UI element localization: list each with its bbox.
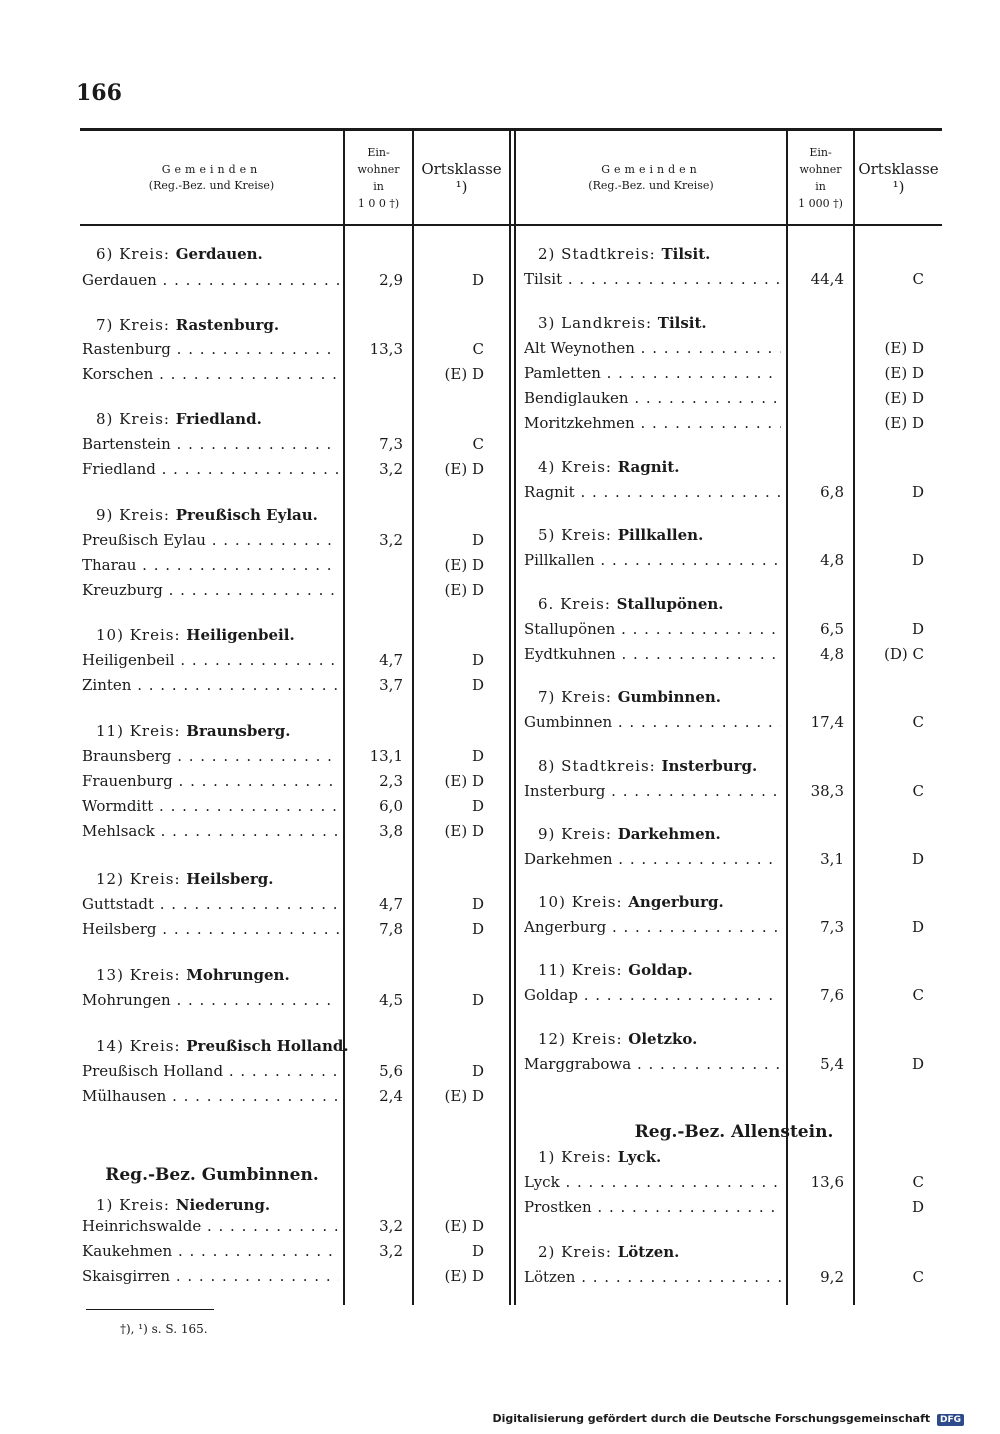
kreis-name: Preußisch Holland. xyxy=(186,1037,349,1055)
kreis-prefix: 13) Kreis: xyxy=(96,966,187,984)
kreis-name: Ragnit. xyxy=(617,458,680,476)
population-value: 7,3 xyxy=(379,435,403,453)
ortsklasse-value: (E) D xyxy=(444,1217,484,1235)
population-value: 6,5 xyxy=(820,620,844,638)
municipality-name: Rastenburg . . . xyxy=(82,337,339,361)
header-einwohner-line: in xyxy=(373,179,384,193)
kreis-prefix: 12) Kreis: xyxy=(96,870,187,888)
ortsklasse-value: C xyxy=(472,340,484,358)
population-value: 13,1 xyxy=(369,747,403,765)
header-einwohner-line: 1 0 0 †) xyxy=(357,196,400,210)
table-row xyxy=(0,819,1000,843)
footnote: †), ¹) s. S. 165. xyxy=(120,1322,208,1336)
municipality-name: Preußisch Eylau . . . xyxy=(82,528,339,552)
kreis-prefix: 5) Kreis: xyxy=(538,526,618,544)
table-row xyxy=(0,457,1000,481)
kreis-name: Braunsberg. xyxy=(186,722,291,740)
kreis-heading xyxy=(538,455,680,479)
municipality-name: Wormditt . . . xyxy=(82,794,339,818)
ortsklasse-value: D xyxy=(471,651,484,669)
municipality-name: Guttstadt . . . xyxy=(82,892,339,916)
kreis-name: Niederung. xyxy=(175,1196,271,1214)
kreis-prefix: 1) Kreis: xyxy=(96,1196,176,1214)
population-value: 3,2 xyxy=(379,460,403,478)
population-value: 2,3 xyxy=(379,772,403,790)
ortsklasse-value: D xyxy=(911,620,924,638)
kreis-prefix: 6. Kreis: xyxy=(538,595,617,613)
kreis-prefix: 9) Kreis: xyxy=(538,825,618,843)
municipality-name: Kreuzburg . . . xyxy=(82,578,339,602)
municipality-name: Pamletten . . . xyxy=(524,361,781,385)
table-row xyxy=(0,915,1000,939)
ortsklasse-value: D xyxy=(911,1055,924,1073)
table-row xyxy=(0,983,1000,1007)
municipality-name: Friedland . . . xyxy=(82,457,339,481)
header-einwohner-line: Ein- xyxy=(809,145,832,159)
ortsklasse-value: D xyxy=(471,271,484,289)
population-value: 4,8 xyxy=(820,645,844,663)
municipality-name: Moritzkehmen . . . xyxy=(524,411,781,435)
kreis-name: Goldap. xyxy=(628,961,693,979)
kreis-prefix: 8) Stadtkreis: xyxy=(538,757,662,775)
municipality-name: Tilsit . . . xyxy=(524,267,781,291)
header-einwohner-line: wohner xyxy=(357,162,400,176)
municipality-name: Mohrungen . . . xyxy=(82,988,339,1012)
municipality-name: Tharau . . . xyxy=(82,553,339,577)
table-row xyxy=(0,548,1000,572)
credit-text: Digitalisierung gefördert durch die Deutsche Forschungsgemeinschaft xyxy=(492,1412,931,1425)
kreis-prefix: 9) Kreis: xyxy=(96,506,176,524)
municipality-name: Darkehmen . . . xyxy=(524,847,781,871)
header-einwohner-left xyxy=(345,131,412,224)
kreis-heading xyxy=(538,822,721,846)
kreis-heading xyxy=(538,523,703,547)
header-ortsklasse-label: Ortsklasse ¹) xyxy=(858,159,939,196)
header-einwohner-right xyxy=(788,131,853,224)
header-ortsklasse-right xyxy=(855,131,942,224)
ortsklasse-value: D xyxy=(911,551,924,569)
table-row xyxy=(0,642,1000,666)
ortsklasse-value: C xyxy=(912,986,924,1004)
kreis-name: Insterburg. xyxy=(661,757,758,775)
kreis-name: Oletzko. xyxy=(628,1030,698,1048)
table-row xyxy=(0,779,1000,803)
kreis-prefix: 11) Kreis: xyxy=(96,722,187,740)
kreis-prefix: 2) Kreis: xyxy=(538,1243,618,1261)
population-value: 2,4 xyxy=(379,1087,403,1105)
regierungsbezirk-heading: Reg.-Bez. Allenstein. xyxy=(634,1122,834,1142)
municipality-name: Frauenburg . . . xyxy=(82,769,339,793)
municipality-name: Mehlsack . . . xyxy=(82,819,339,843)
municipality-name: Alt Weynothen . . . xyxy=(524,336,781,360)
municipality-name: Kaukehmen . . . xyxy=(82,1239,339,1263)
municipality-name: Lötzen . . . xyxy=(524,1265,781,1289)
kreis-heading xyxy=(538,958,693,982)
ortsklasse-value: (E) D xyxy=(884,414,924,432)
population-value: 3,2 xyxy=(379,1217,403,1235)
kreis-name: Tilsit. xyxy=(657,314,707,332)
ortsklasse-value: (E) D xyxy=(444,581,484,599)
header-gemeinden-title: Gemeinden xyxy=(601,162,701,176)
kreis-name: Mohrungen. xyxy=(186,966,290,984)
ortsklasse-value: C xyxy=(912,270,924,288)
municipality-name: Marggrabowa . . . xyxy=(524,1052,781,1076)
kreis-name: Rastenburg. xyxy=(175,316,280,334)
ortsklasse-value: (E) D xyxy=(884,339,924,357)
kreis-prefix: 2) Stadtkreis: xyxy=(538,245,662,263)
kreis-name: Gerdauen. xyxy=(175,245,263,263)
ortsklasse-value: D xyxy=(911,1198,924,1216)
header-einwohner-line: wohner xyxy=(799,162,842,176)
ortsklasse-value: D xyxy=(911,918,924,936)
ortsklasse-value: D xyxy=(471,991,484,1009)
ortsklasse-value: C xyxy=(472,435,484,453)
population-value: 6,0 xyxy=(379,797,403,815)
table-row xyxy=(0,892,1000,916)
kreis-prefix: 11) Kreis: xyxy=(538,961,629,979)
table-row xyxy=(0,386,1000,410)
kreis-heading xyxy=(96,313,279,337)
ortsklasse-value: D xyxy=(911,850,924,868)
municipality-name: Zinten . . . xyxy=(82,673,339,697)
population-value: 2,9 xyxy=(379,271,403,289)
table-row xyxy=(0,267,1000,291)
table-row xyxy=(0,847,1000,871)
municipality-name: Heinrichswalde . . . xyxy=(82,1214,339,1238)
footnote-rule xyxy=(86,1309,214,1310)
header-gemeinden-left xyxy=(80,131,343,224)
kreis-name: Lötzen. xyxy=(617,1243,680,1261)
population-value: 3,8 xyxy=(379,822,403,840)
municipality-name: Goldap . . . xyxy=(524,983,781,1007)
municipality-name: Bendiglauken . . . xyxy=(524,386,781,410)
header-gemeinden-title: Gemeinden xyxy=(161,162,262,176)
table-row xyxy=(0,1052,1000,1076)
table-header-rule xyxy=(80,224,942,226)
population-value: 4,7 xyxy=(379,895,403,913)
ortsklasse-value: D xyxy=(471,1242,484,1260)
population-value: 38,3 xyxy=(810,782,844,800)
ortsklasse-value: (D) C xyxy=(884,645,924,663)
ortsklasse-value: D xyxy=(471,531,484,549)
table-row xyxy=(0,1265,1000,1289)
municipality-name: Lyck . . . xyxy=(524,1170,781,1194)
kreis-prefix: 14) Kreis: xyxy=(96,1037,187,1055)
ortsklasse-value: C xyxy=(912,782,924,800)
kreis-name: Lyck. xyxy=(617,1148,662,1166)
kreis-heading xyxy=(538,1240,679,1264)
kreis-name: Heilsberg. xyxy=(186,870,274,888)
table-row xyxy=(0,432,1000,456)
kreis-prefix: 6) Kreis: xyxy=(96,245,176,263)
ortsklasse-value: D xyxy=(471,895,484,913)
kreis-prefix: 7) Kreis: xyxy=(96,316,176,334)
table-row xyxy=(0,710,1000,734)
municipality-name: Ragnit . . . xyxy=(524,480,781,504)
kreis-name: Darkehmen. xyxy=(617,825,721,843)
population-value: 44,4 xyxy=(810,270,844,288)
ortsklasse-value: C xyxy=(912,1173,924,1191)
municipality-name: Mülhausen . . . xyxy=(82,1084,339,1108)
municipality-name: Gumbinnen . . . xyxy=(524,710,781,734)
kreis-prefix: 10) Kreis: xyxy=(538,893,629,911)
table-row xyxy=(0,1239,1000,1263)
ortsklasse-value: D xyxy=(471,747,484,765)
table-row xyxy=(0,617,1000,641)
municipality-name: Korschen . . . xyxy=(82,362,339,386)
kreis-name: Heiligenbeil. xyxy=(186,626,295,644)
ortsklasse-value: (E) D xyxy=(884,389,924,407)
header-gemeinden-subtitle: (Reg.-Bez. und Kreise) xyxy=(148,178,275,192)
kreis-prefix: 7) Kreis: xyxy=(538,688,618,706)
ortsklasse-value: (E) D xyxy=(884,364,924,382)
ortsklasse-value: D xyxy=(471,797,484,815)
municipality-name: Stallupönen . . . xyxy=(524,617,781,641)
header-einwohner-line: in xyxy=(815,179,826,193)
kreis-heading xyxy=(538,1145,661,1169)
kreis-heading xyxy=(538,311,707,335)
municipality-name: Skaisgirren . . . xyxy=(82,1264,339,1288)
kreis-prefix: 1) Kreis: xyxy=(538,1148,618,1166)
table-row xyxy=(0,673,1000,697)
population-value: 4,5 xyxy=(379,991,403,1009)
regierungsbezirk-heading: Reg.-Bez. Gumbinnen. xyxy=(105,1165,319,1185)
population-value: 7,8 xyxy=(379,920,403,938)
dfg-logo: DFG xyxy=(937,1414,964,1426)
kreis-heading xyxy=(538,685,721,709)
kreis-name: Tilsit. xyxy=(661,245,711,263)
ortsklasse-value: D xyxy=(471,676,484,694)
ortsklasse-value: (E) D xyxy=(444,822,484,840)
kreis-prefix: 10) Kreis: xyxy=(96,626,187,644)
table-row xyxy=(0,480,1000,504)
population-value: 7,3 xyxy=(820,918,844,936)
population-value: 9,2 xyxy=(820,1268,844,1286)
table-row xyxy=(0,1084,1000,1108)
ortsklasse-value: (E) D xyxy=(444,772,484,790)
municipality-name: Pillkallen . . . xyxy=(524,548,781,572)
kreis-name: Gumbinnen. xyxy=(617,688,721,706)
table-row xyxy=(0,411,1000,435)
header-gemeinden-subtitle: (Reg.-Bez. und Kreise) xyxy=(588,178,714,192)
table-row xyxy=(0,361,1000,385)
kreis-name: Angerburg. xyxy=(628,893,724,911)
population-value: 6,8 xyxy=(820,483,844,501)
kreis-prefix: 12) Kreis: xyxy=(538,1030,629,1048)
digitization-credit xyxy=(492,1412,964,1426)
population-value: 13,3 xyxy=(369,340,403,358)
ortsklasse-value: (E) D xyxy=(444,460,484,478)
ortsklasse-value: D xyxy=(471,920,484,938)
population-value: 5,4 xyxy=(820,1055,844,1073)
ortsklasse-value: (E) D xyxy=(444,556,484,574)
kreis-name: Stallupönen. xyxy=(616,595,724,613)
population-value: 4,7 xyxy=(379,651,403,669)
municipality-name: Gerdauen . . . xyxy=(82,268,339,292)
municipality-name: Eydtkuhnen . . . xyxy=(524,642,781,666)
population-value: 4,8 xyxy=(820,551,844,569)
ortsklasse-value: C xyxy=(912,1268,924,1286)
ortsklasse-value: (E) D xyxy=(444,1267,484,1285)
kreis-name: Friedland. xyxy=(175,410,262,428)
ortsklasse-value: (E) D xyxy=(444,365,484,383)
kreis-name: Pillkallen. xyxy=(617,526,704,544)
population-value: 7,6 xyxy=(820,986,844,1004)
population-value: 3,1 xyxy=(820,850,844,868)
kreis-prefix: 8) Kreis: xyxy=(96,410,176,428)
ortsklasse-value: C xyxy=(912,713,924,731)
municipality-name: Bartenstein . . . xyxy=(82,432,339,456)
header-einwohner-line: Ein- xyxy=(367,145,390,159)
population-value: 3,7 xyxy=(379,676,403,694)
kreis-prefix: 4) Kreis: xyxy=(538,458,618,476)
header-ortsklasse-left xyxy=(414,131,509,224)
municipality-name: Heilsberg . . . xyxy=(82,917,339,941)
kreis-heading xyxy=(96,242,263,266)
kreis-heading xyxy=(538,242,710,266)
municipality-name: Angerburg . . . xyxy=(524,915,781,939)
kreis-prefix: 3) Landkreis: xyxy=(538,314,658,332)
population-value: 13,6 xyxy=(810,1173,844,1191)
kreis-heading xyxy=(538,890,724,914)
header-ortsklasse-label: Ortsklasse ¹) xyxy=(421,159,502,196)
population-value: 5,6 xyxy=(379,1062,403,1080)
municipality-name: Preußisch Holland . . . xyxy=(82,1059,339,1083)
municipality-name: Prostken . . . xyxy=(524,1195,781,1219)
ortsklasse-value: (E) D xyxy=(444,1087,484,1105)
kreis-heading xyxy=(96,503,318,527)
kreis-heading xyxy=(538,1027,697,1051)
header-einwohner-line: 1 000 †) xyxy=(798,196,843,210)
table-row xyxy=(0,336,1000,360)
kreis-heading xyxy=(538,754,757,778)
population-value: 17,4 xyxy=(810,713,844,731)
municipality-name: Insterburg . . . xyxy=(524,779,781,803)
table-row xyxy=(0,578,1000,602)
kreis-name: Preußisch Eylau. xyxy=(175,506,318,524)
table-row xyxy=(0,1195,1000,1219)
municipality-name: Heiligenbeil . . . xyxy=(82,648,339,672)
table-row xyxy=(0,1170,1000,1194)
page-number: 166 xyxy=(76,80,122,106)
table-row xyxy=(0,744,1000,768)
ortsklasse-value: D xyxy=(911,483,924,501)
population-value: 3,2 xyxy=(379,531,403,549)
kreis-heading xyxy=(538,592,724,616)
header-gemeinden-right xyxy=(516,131,786,224)
population-value: 3,2 xyxy=(379,1242,403,1260)
municipality-name: Braunsberg . . . xyxy=(82,744,339,768)
ortsklasse-value: D xyxy=(471,1062,484,1080)
